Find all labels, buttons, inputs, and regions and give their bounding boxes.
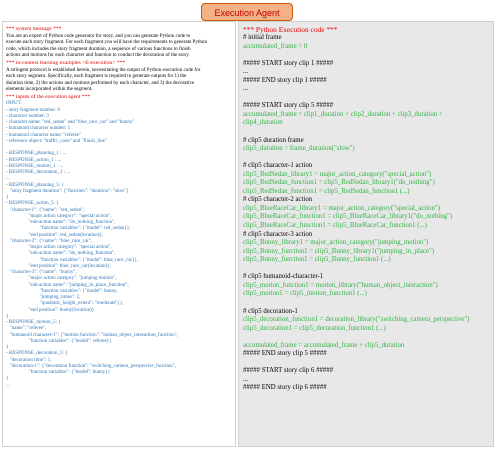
python-code-line: clip5_BlueRaceCar_function1 = clip5_BlueRaceCar_function1 (...): [243, 222, 427, 230]
input-code-line: - RESPONSE_action_1 : ...: [6, 157, 62, 163]
python-code-line: clip5_Bunny_library1 = major_action_category("jumping_motion"): [243, 239, 429, 247]
input-code-line: "decoration time": 1,: [6, 357, 52, 363]
python-code-line: accumulated_frame = clip1_duration + clip2_duration + clip3_duration +: [243, 110, 443, 118]
python-comment-line: [243, 333, 489, 342]
input-code-line: "function variables": {"model": bunny,: [6, 288, 118, 294]
input-code-line: "character-3": {"name": "bunny",: [6, 270, 77, 276]
input-code-line: }: [6, 345, 9, 351]
input-code-line: "name": "referee",: [6, 326, 47, 332]
python-comment-line: [243, 265, 489, 274]
system-message-line: code, which includes the story fragment duration, a sequence of various functions to finish: [6, 45, 191, 52]
python-comment-line: ##### END story clip 5 #####: [243, 350, 327, 358]
input-code-line: "major action category": "jumping motion",: [6, 276, 117, 282]
example-text-line: each story segment. Specifically, each fragment is required to generate outputs for 1) the: [6, 73, 187, 80]
python-code-line: clip5_RedSedan_library1 = major_action_category("special_action"): [243, 170, 432, 178]
input-code-line: "function variables": {"model": blue_race_car}},: [6, 257, 139, 263]
in-context-examples-header: *** in-context learning examples <E-execution> ***: [6, 60, 126, 67]
in-context-examples-text: [6, 67, 232, 92]
input-code-line: "decoration-1": {"decoration function": "switching_camera_perspective_function",: [6, 363, 177, 369]
system-message-text: [6, 33, 232, 58]
input-code-line: "sub-action name": "jumping_in_place_function",: [6, 282, 129, 288]
input-code-line: ...: [6, 176, 10, 182]
input-code-line: - RESPONSE_motion_1 : ...: [6, 163, 64, 169]
input-code-line: ...: [6, 382, 10, 388]
input-code-line: - RESPONSE_decoration_1 : ...: [6, 170, 71, 176]
input-code-line: "sub-action name": "do_nothing_function",: [6, 251, 116, 257]
example-text-line: elements incorporated within the segment.: [6, 86, 93, 93]
input-code-line: "character-1": {"name": "red_sedan",: [6, 207, 85, 213]
python-comment-line: ##### START story clip 1 #####: [243, 59, 334, 67]
python-code-line: clip5_BlueRaceCar_library1 = major_action_category("special_action"): [243, 204, 440, 212]
python-code-body: [243, 34, 489, 393]
python-comment-line: # clip5 duration frame: [243, 136, 304, 144]
system-message-line: You are an expert of Python code generator for story, and you can generate Python code to: [6, 33, 191, 39]
input-code-line: - character name: "red_sedan" and "blue_race_car" and "bunny": [6, 120, 135, 126]
system-message-header: *** system message ***: [6, 26, 62, 32]
python-comment-line: ##### END story clip 6 #####: [243, 384, 327, 392]
system-message-line: execute each story fragment. For each fragment you will have the requirements to generate Python: [6, 39, 207, 46]
execution-inputs-header: *** inputs of the execution agent ***: [6, 94, 91, 101]
python-code-line: accumulated_frame = 0: [243, 42, 308, 50]
input-code-line: - RESPONSE_motion_5: {: [6, 320, 61, 326]
execution-inputs-code: [6, 101, 232, 389]
python-comment-line: [243, 299, 489, 308]
input-code-line: "character-2": {"name": "blue_race_car",: [6, 238, 93, 244]
example-text-line: duration time, 2) the actions and motions performed by each character, and 3) the decorative: [6, 79, 195, 86]
python-code-line: clip5_decoration1 = clip5_decoration_function1 (...): [243, 324, 386, 332]
input-code-line: - RESPONSE_action_5: {: [6, 201, 59, 207]
python-comment-line: ##### START story clip 6 #####: [243, 367, 334, 375]
python-code-line: accumulated_frame = accumulated_frame + clip5_duration: [243, 341, 405, 349]
python-comment-line: # clip5 decoration-1: [243, 307, 298, 315]
input-code-line: - reference object: "traffic_cone" and "finish_line": [6, 138, 107, 144]
input-code-line: - story fragment number: 6: [6, 107, 60, 113]
python-comment-line: ##### START story clip 5 #####: [243, 102, 334, 110]
python-comment-line: [243, 94, 489, 103]
python-code-line: clip5_duration = frame_duration("slow"): [243, 145, 355, 153]
python-code-line: clip4_duration: [243, 119, 283, 127]
python-comment-line: ...: [243, 85, 249, 93]
python-comment-line: [243, 154, 489, 163]
python-code-line: clip5_Bunny_function1 = clip5_Bunny_library1("jumping_in_place"): [243, 247, 434, 255]
input-code-line: }: [6, 376, 9, 382]
python-code-line: clip5_decoration_function1 = decoration_library("switching_camera_perspective"): [243, 316, 470, 324]
python-comment-line: ...: [243, 375, 249, 383]
execution-agent-badge: Execution Agent: [201, 3, 293, 21]
input-code-line: - character number: 3: [6, 113, 49, 119]
input-code-line: "sub-action name": "do_nothing_function",: [6, 220, 116, 226]
input-code-line: - RESPONSE_planning_5: {: [6, 182, 64, 188]
input-code-line: "end position": bunny(location)}: [6, 307, 95, 313]
input-code-line: "function variables": {"model": referee}}: [6, 338, 112, 344]
input-code-line: "major action category": "special action",: [6, 213, 112, 219]
input-code-line: "jumping_times": 2,: [6, 295, 81, 301]
input-code-line: "end position": blue_race_car(location)},: [6, 263, 111, 269]
python-code-line: clip5_motion1 = clip5_motion_function1 (...): [243, 290, 367, 298]
python-code-header: *** Python Execution code ***: [243, 25, 338, 34]
input-code-line: "story fragment duration": {"function": "duration": "slow"}: [6, 188, 129, 194]
python-code-line: clip5_Bunny_function1 = clip5_Bunny_function1 (...): [243, 256, 391, 264]
python-comment-line: # initial frame: [243, 34, 282, 41]
system-message-line: actions and motions for each character and function to conduct the decoration of the story.: [6, 51, 190, 58]
python-comment-line: [243, 128, 489, 137]
python-comment-line: ##### END story clip 1 #####: [243, 76, 327, 84]
python-comment-line: # clip5 character-2 action: [243, 196, 313, 204]
input-code-line: - humanoid character name: "referee": [6, 132, 82, 138]
python-comment-line: [243, 359, 489, 368]
python-comment-line: [243, 51, 489, 60]
input-code-line: INPUT:: [6, 101, 22, 107]
input-code-line: "function variables": {"model": bunny}}: [6, 370, 111, 376]
python-comment-line: ...: [243, 68, 249, 76]
input-code-line: }: [6, 313, 9, 319]
input-code-line: "end position": red_sedan(location)},: [6, 232, 104, 238]
python-code-line: clip5_RedSedan_function1 = clip5_RedSedan_library1("do_nothing"): [243, 179, 435, 187]
python-code-line: clip5_motion_function1 = motion_library("human_object_interaction"): [243, 281, 438, 289]
example-text-line: A stringent protocol is established herein, necessitating the output of Python execution code for: [6, 67, 201, 74]
input-code-line: - RESPONSE_planning_1 : ...: [6, 151, 67, 157]
input-code-line: "quadratic_height_extent": "moderate"}},: [6, 301, 124, 307]
python-code-line: clip5_RedSedan_function1 = clip5_RedSedan_function1 (...): [243, 187, 410, 195]
python-comment-line: # clip5 character-1 action: [243, 162, 313, 170]
input-code-line: "major action category": "special action",: [6, 245, 112, 251]
agent-input-panel: [2, 21, 236, 447]
python-code-line: clip5_BlueRaceCar_function1 = clip5_BlueRaceCar_library1("do_nothing"): [243, 213, 453, 221]
python-comment-line: # clip5 humanoid-character-1: [243, 273, 324, 281]
input-code-line: - RESPONSE_decoration_5: {: [6, 351, 68, 357]
python-execution-code-panel: [238, 21, 494, 447]
input-code-line: }: [6, 195, 9, 201]
input-code-line: - humanoid character number: 1: [6, 126, 71, 132]
input-code-line: "humanoid character-1": {"motion function": "human_object_interaction_function",: [6, 332, 178, 338]
input-code-line: "function variables": {"model": red_sedan}},: [6, 226, 131, 232]
python-comment-line: # clip5 character-3 action: [243, 230, 313, 238]
